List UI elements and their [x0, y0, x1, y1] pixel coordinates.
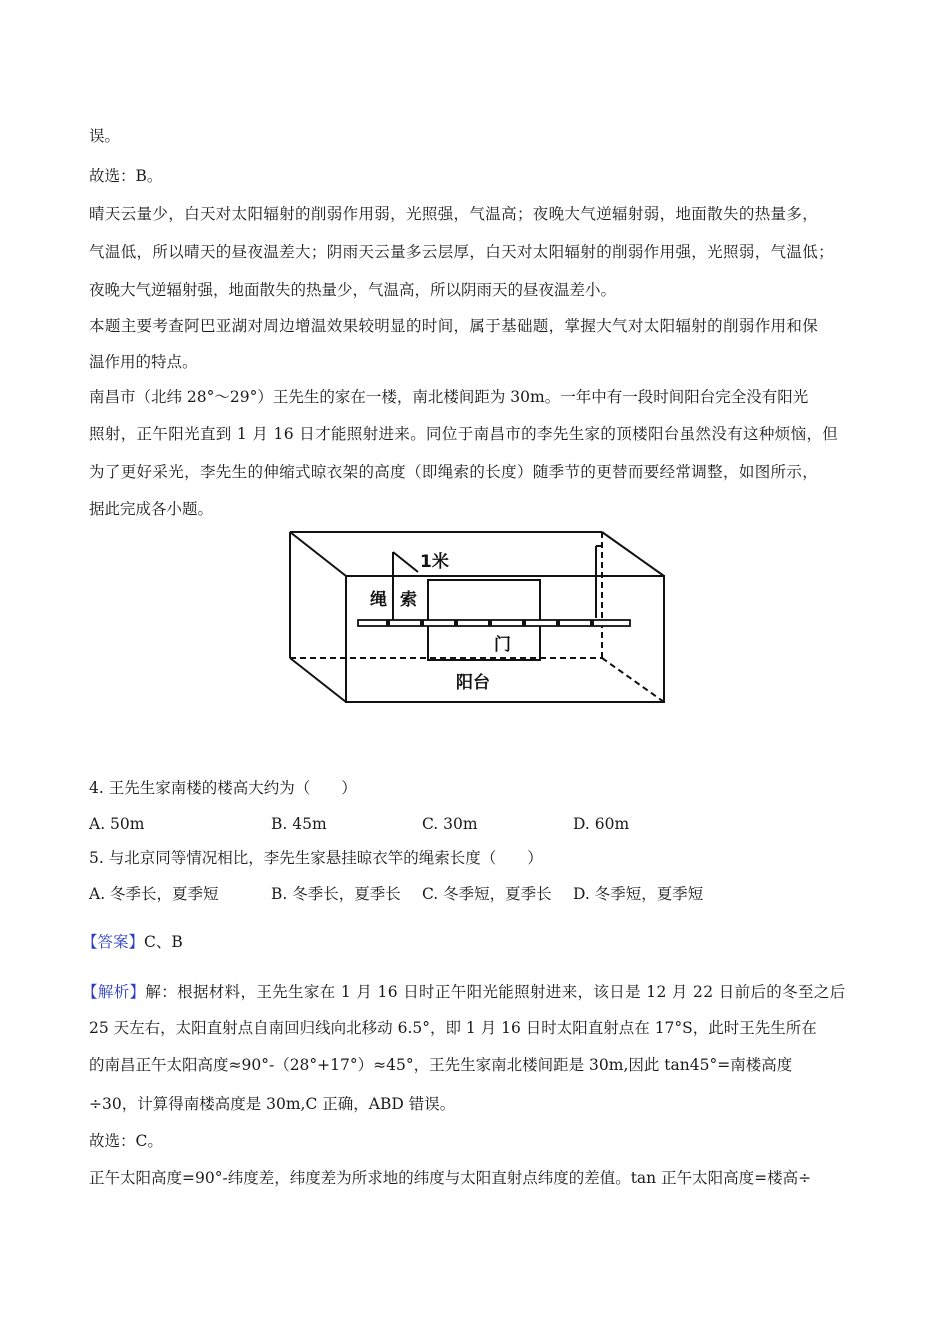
analysis-line: ÷30，计算得南楼高度是 30m,C 正确，ABD 错误。 — [89, 1095, 456, 1113]
q5-option-c: C. 冬季短，夏季长 — [422, 885, 552, 903]
passage-line: 据此完成各小题。 — [89, 500, 214, 518]
balcony-diagram — [288, 528, 668, 708]
rod-joint — [454, 620, 458, 626]
analysis-line: 正午太阳高度=90°-纬度差，纬度差为所求地的纬度与太阳直射点纬度的差值。tan 正午太阳高度=楼高÷ — [89, 1169, 812, 1187]
answer-tag: 【答案】 — [82, 933, 145, 951]
text-line: 气温低，所以晴天的昼夜温差大；阴雨天云量多云层厚，白天对太阳辐射的削弱作用强，光照弱，气温低； — [89, 243, 834, 261]
right-top-edge — [602, 532, 664, 576]
q4-option-b: B. 45m — [271, 815, 327, 833]
text-line: 故选：B。 — [89, 167, 163, 185]
rope-slant — [393, 552, 418, 572]
label-one-meter: 1米 — [420, 552, 449, 572]
passage-line: 照射，正午阳光直到 1 月 16 日才能照射进来。同位于南昌市的李先生家的顶楼阳台虽然没有这种烦恼，但 — [89, 425, 839, 443]
text-line: 夜晚大气逆辐射强，地面散失的热量少，气温高，所以阴雨天的昼夜温差小。 — [89, 281, 617, 299]
label-rope-2: 索 — [400, 590, 417, 610]
left-bottom-edge — [290, 658, 346, 702]
text-line: 误。 — [89, 127, 121, 145]
rod-joint — [420, 620, 424, 626]
q5-option-b: B. 冬季长，夏季长 — [271, 885, 401, 903]
q5-option-a: A. 冬季长，夏季短 — [89, 885, 219, 903]
text-line: 本题主要考查阿巴亚湖对周边增温效果较明显的时间，属于基础题，掌握大气对太阳辐射的削弱作用和保 — [89, 317, 819, 335]
label-balcony: 阳台 — [456, 673, 490, 693]
question-4-stem: 4. 王先生家南楼的楼高大约为（ ） — [89, 779, 357, 797]
answer-line — [82, 932, 183, 952]
analysis-line: 25 天左右，太阳直射点自南回归线向北移动 6.5°，即 1 月 16 日时太阳直射点在 17°S，此时王先生所在 — [89, 1019, 817, 1037]
rod-joint — [488, 620, 492, 626]
passage-line: 为了更好采光，李先生的伸缩式晾衣架的高度（即绳索的长度）随季节的更替而要经常调整，如图所示， — [89, 463, 819, 481]
rod-joint — [590, 620, 594, 626]
question-5-stem: 5. 与北京同等情况相比，李先生家悬挂晾衣竿的绳索长度（ ） — [89, 849, 543, 867]
analysis-line: 故选：C。 — [89, 1132, 163, 1150]
analysis-line — [82, 982, 846, 1002]
hidden-right-bottom-edge — [602, 658, 664, 702]
label-rope-1: 绳 — [370, 590, 387, 610]
q4-option-a: A. 50m — [89, 815, 145, 833]
analysis-tag: 【解析】 — [82, 983, 146, 1001]
answer-text: C、B — [144, 933, 183, 951]
passage-line: 南昌市（北纬 28°～29°）王先生的家在一楼，南北楼间距为 30m。一年中有一段时间阳台完全没有阳光 — [89, 388, 809, 406]
rod-joint — [556, 620, 560, 626]
q5-option-d: D. 冬季短，夏季短 — [573, 885, 704, 903]
q4-option-d: D. 60m — [573, 815, 630, 833]
rod-joint — [386, 620, 390, 626]
q4-option-c: C. 30m — [422, 815, 478, 833]
clothes-rod — [358, 620, 630, 626]
text-line: 温作用的特点。 — [89, 353, 198, 371]
left-top-edge — [290, 532, 346, 576]
analysis-text: 解：根据材料，王先生家在 1 月 16 日时正午阳光能照射进来，该日是 12 月 22 日前后的冬至之后 — [145, 983, 846, 1001]
analysis-line: 的南昌正午太阳高度≈90°-（28°+17°）≈45°，王先生家南北楼间距是 30m,因此 tan45°=南楼高度 — [89, 1056, 793, 1074]
text-line: 晴天云量少，白天对太阳辐射的削弱作用弱，光照强，气温高；夜晚大气逆辐射弱，地面散失的热量多， — [89, 205, 819, 223]
rod-joint — [522, 620, 526, 626]
label-door: 门 — [494, 635, 511, 655]
